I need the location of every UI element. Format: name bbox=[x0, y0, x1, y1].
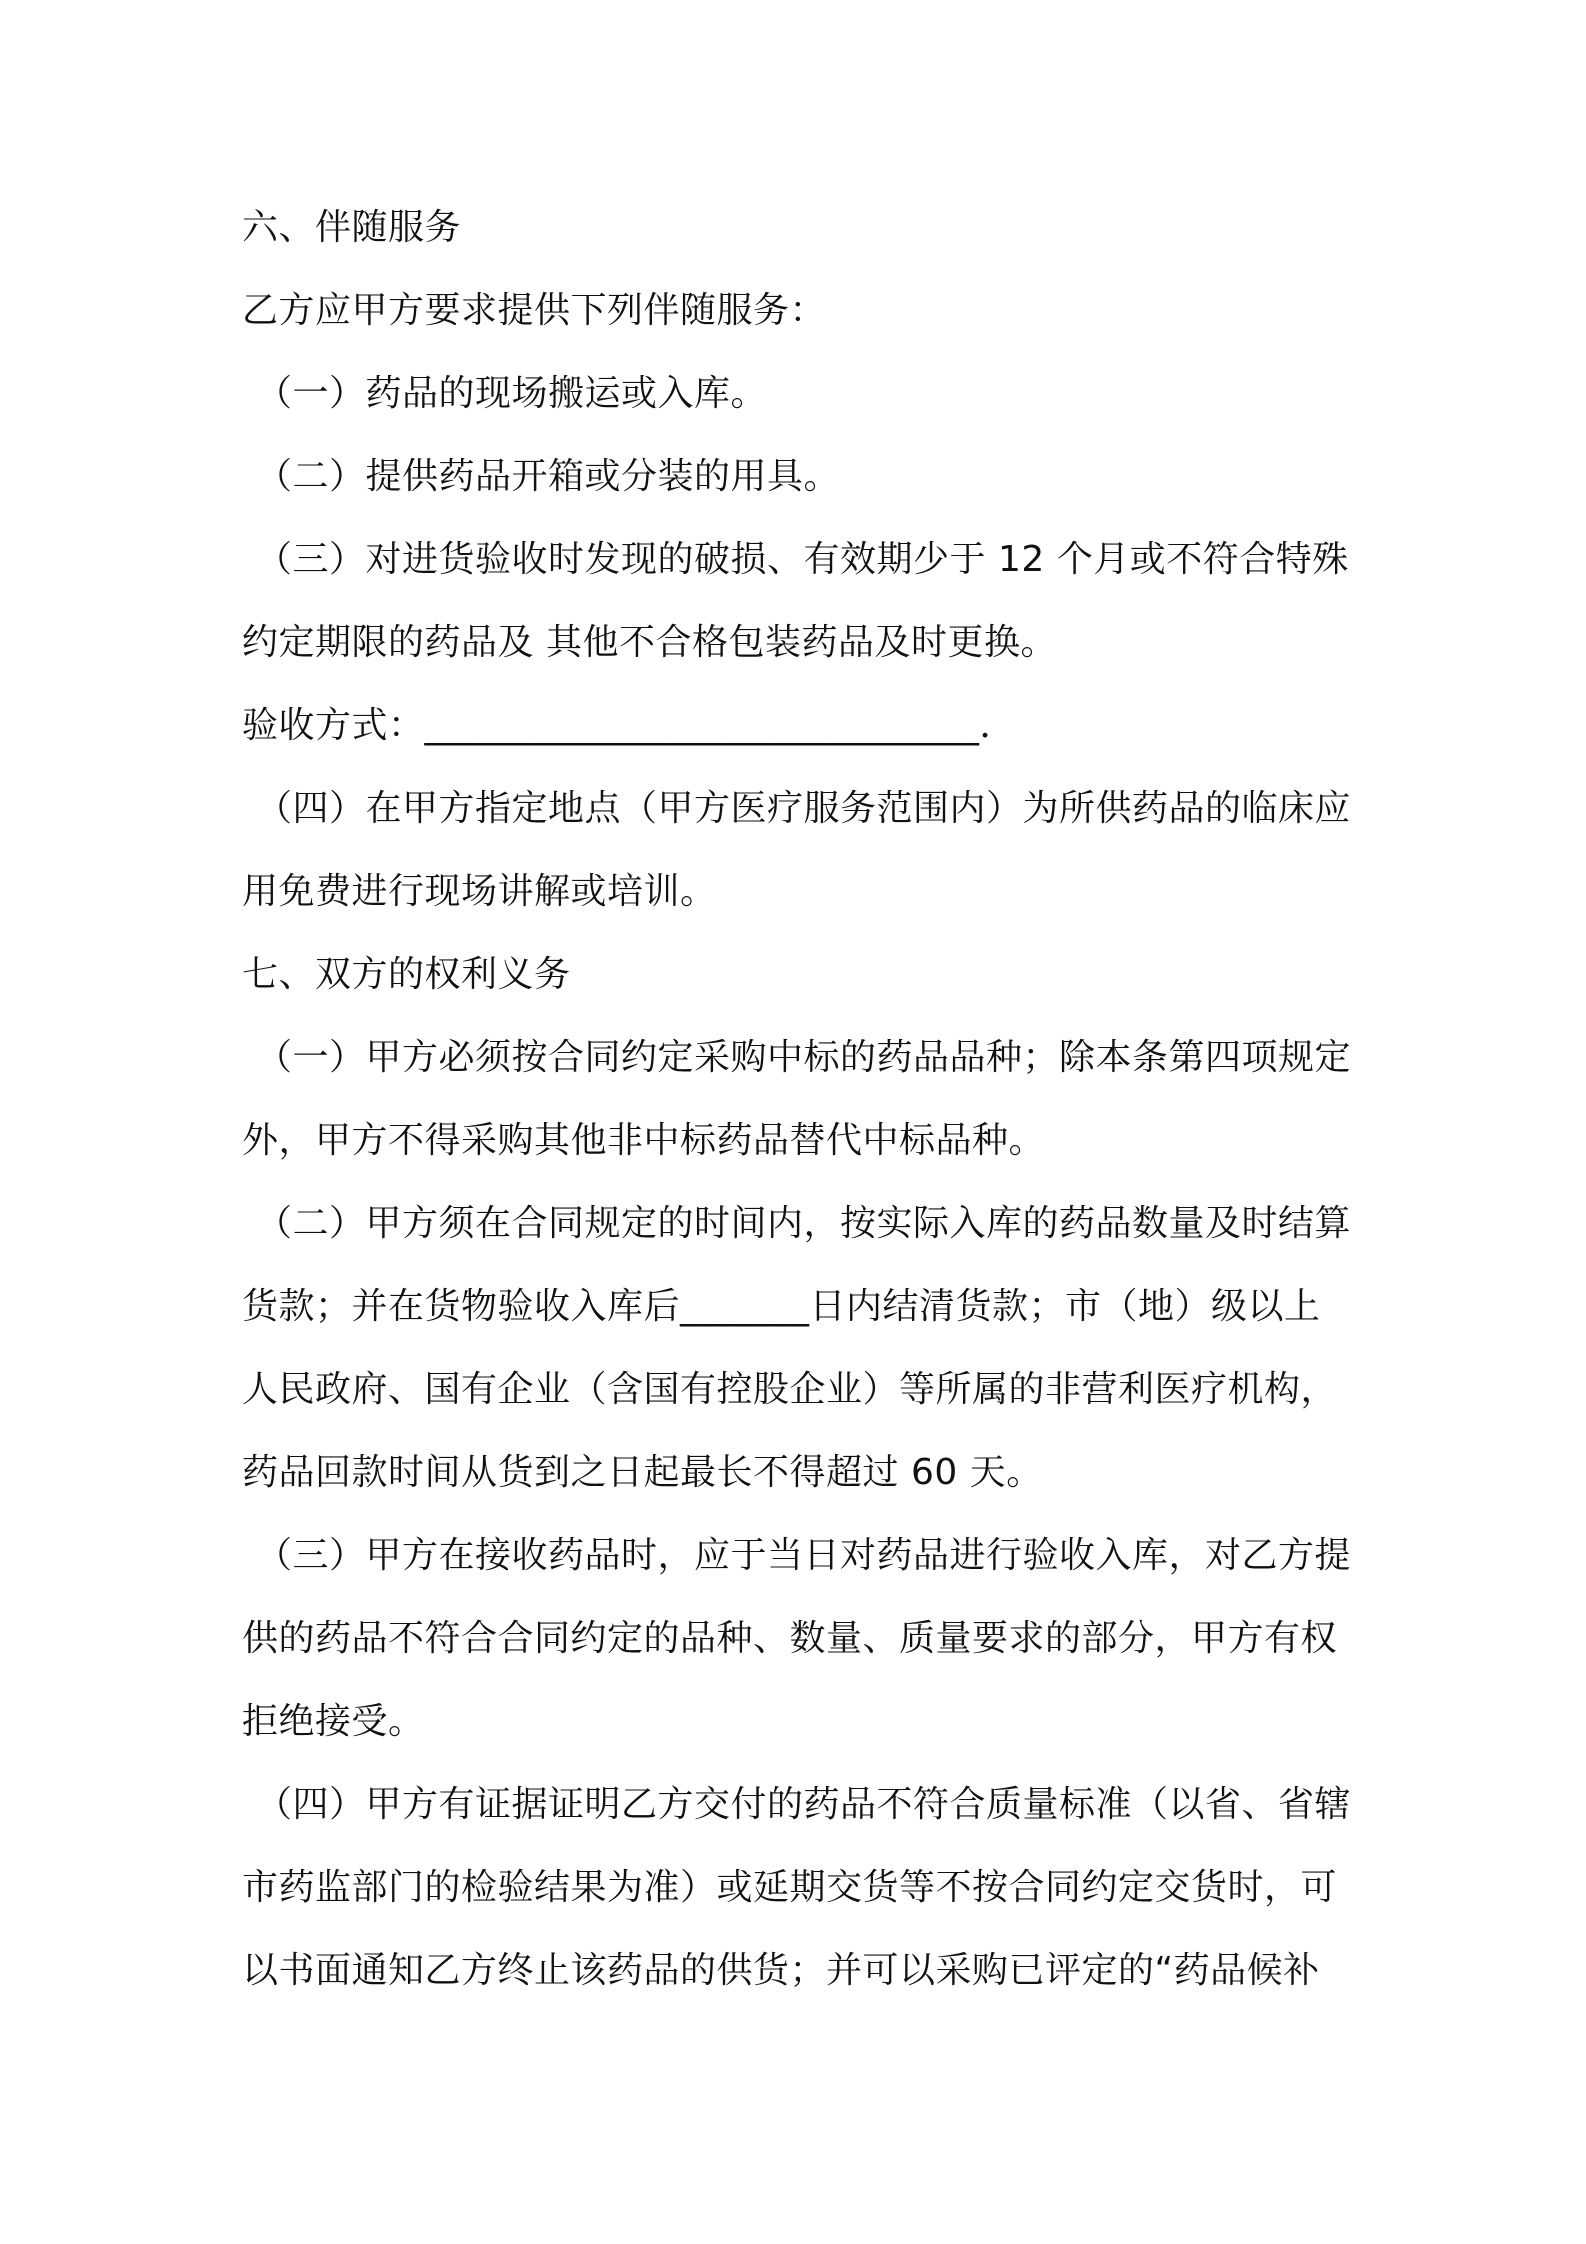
list-item-line: （四）甲方有证据证明乙方交付的药品不符合质量标准（以省、省辖 bbox=[256, 1784, 1352, 1825]
paragraph-line: 药品回款时间从货到之日起最长不得超过 60 天。 bbox=[242, 1452, 1043, 1493]
list-item-line: （一）药品的现场搬运或入库。 bbox=[256, 373, 768, 414]
paragraph-line: 货款；并在货物验收入库后_______日内结清货款；市（地）级以上 bbox=[242, 1286, 1321, 1327]
list-item-line: （一）甲方必须按合同约定采购中标的药品品种；除本条第四项规定 bbox=[256, 1037, 1352, 1078]
paragraph-line: 供的药品不符合合同约定的品种、数量、质量要求的部分，甲方有权 bbox=[242, 1618, 1338, 1659]
paragraph-line: 乙方应甲方要求提供下列伴随服务： bbox=[242, 290, 827, 331]
list-item-line: （二）提供药品开箱或分装的用具。 bbox=[256, 456, 841, 497]
paragraph-line: 以书面通知乙方终止该药品的供货；并可以采购已评定的“药品候补 bbox=[242, 1950, 1320, 1991]
list-item-line: （四）在甲方指定地点（甲方医疗服务范围内）为所供药品的临床应 bbox=[256, 788, 1352, 829]
paragraph-line: 外，甲方不得采购其他非中标药品替代中标品种。 bbox=[242, 1120, 1046, 1161]
paragraph-line: 拒绝接受。 bbox=[242, 1701, 425, 1742]
list-item-line: （三）甲方在接收药品时，应于当日对药品进行验收入库，对乙方提 bbox=[256, 1535, 1352, 1576]
section-heading-six: 六、伴随服务 bbox=[242, 207, 462, 248]
section-heading-seven: 七、双方的权利义务 bbox=[242, 954, 571, 995]
acceptance-method-line: 验收方式：______________________________． bbox=[242, 705, 1017, 746]
paragraph-line: 约定期限的药品及 其他不合格包装药品及时更换。 bbox=[242, 622, 1057, 663]
paragraph-line: 用免费进行现场讲解或培训。 bbox=[242, 871, 717, 912]
paragraph-line: 人民政府、国有企业（含国有控股企业）等所属的非营利医疗机构， bbox=[242, 1369, 1338, 1410]
list-item-line: （二）甲方须在合同规定的时间内，按实际入库的药品数量及时结算 bbox=[256, 1203, 1352, 1244]
paragraph-line: 市药监部门的检验结果为准）或延期交货等不按合同约定交货时，可 bbox=[242, 1867, 1338, 1908]
list-item-line: （三）对进货验收时发现的破损、有效期少于 12 个月或不符合特殊 bbox=[256, 539, 1349, 580]
